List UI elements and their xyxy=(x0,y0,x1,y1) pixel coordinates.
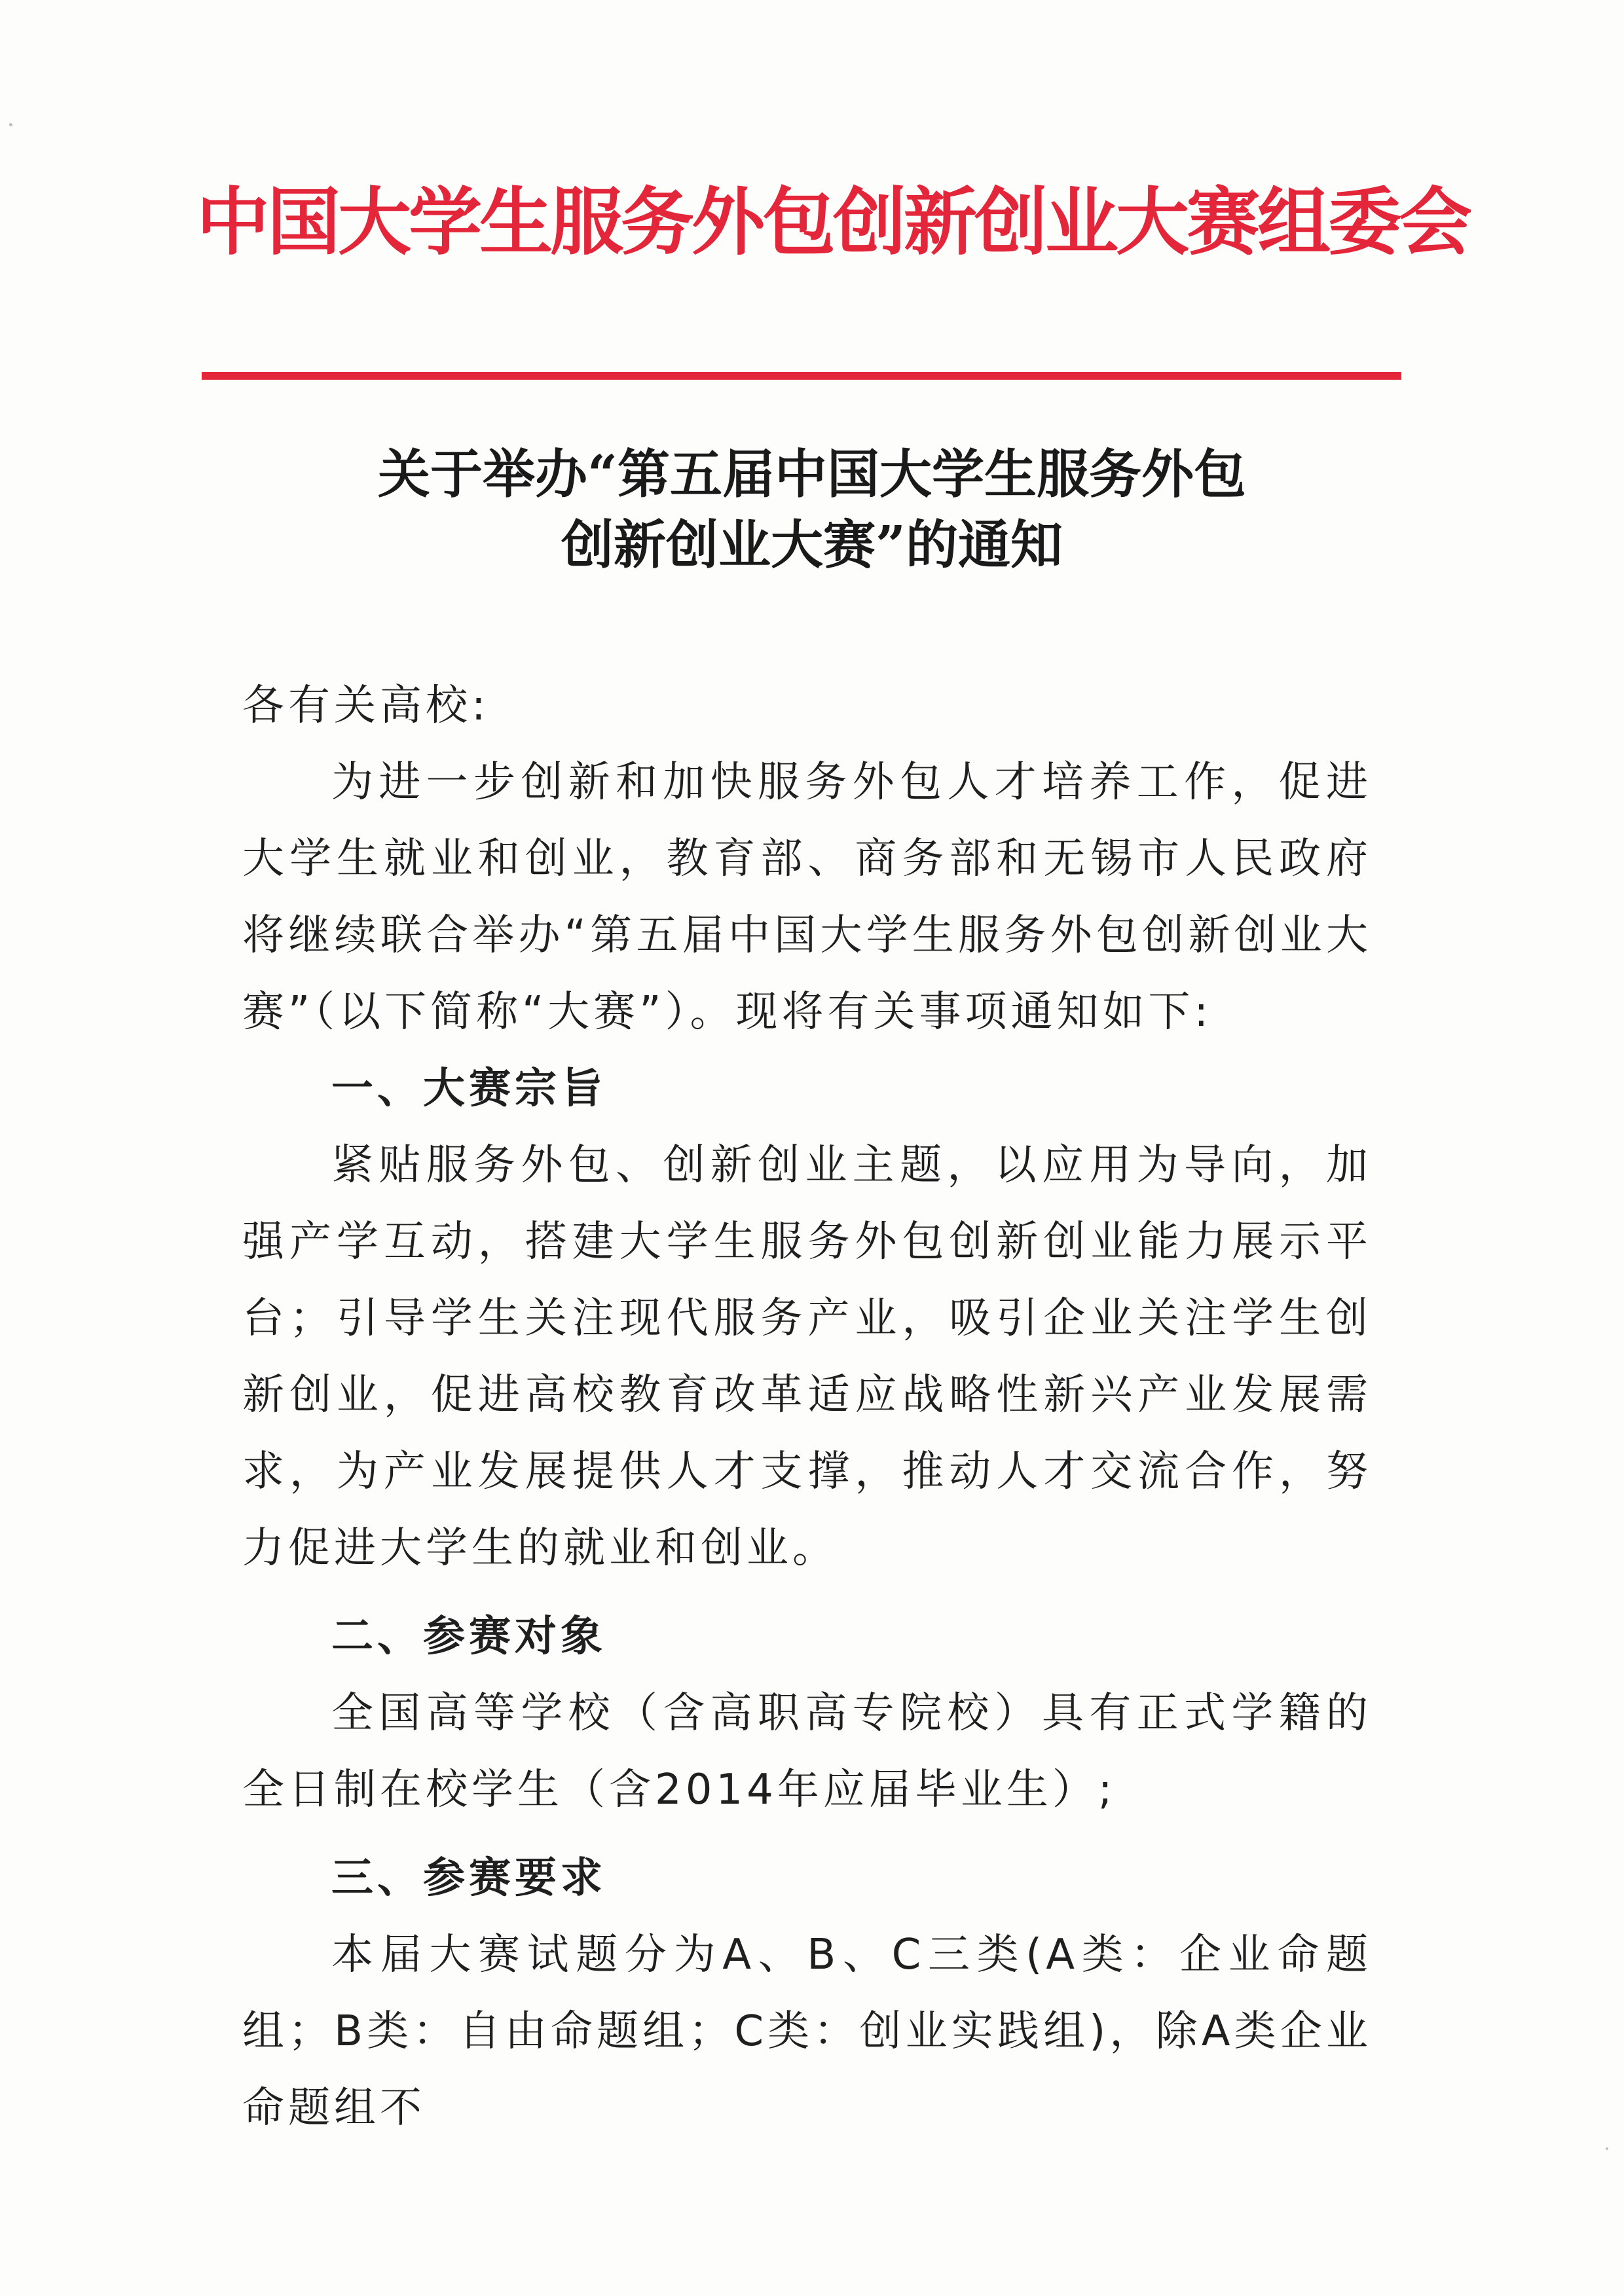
section-1-paragraph: 紧贴服务外包、创新创业主题，以应用为导向，加强产学互动，搭建大学生服务外包创新创业能力展示平台；引导学生关注现代服务产业，吸引企业关注学生创新创业，促进高校教育改革适应战略性新兴产业发展需求，为产业发展提供人才支撑，推动人才交流合作，努力促进大学生的就业和创业。 xyxy=(242,1141,1372,1573)
section-1-heading: 一、大赛宗旨 xyxy=(331,1065,606,1113)
organization-masthead: 中国大学生服务外包创新创业大赛组委会 xyxy=(196,179,1469,265)
title-line-2: 创新创业大赛”的通知 xyxy=(561,514,1063,575)
intro-paragraph: 为进一步创新和加快服务外包人才培养工作，促进大学生就业和创业，教育部、商务部和无锡市人民政府将继续联合举办“第五届中国大学生服务外包创新创业大赛”（以下简称“大赛”）。现将有关事项通知如下: xyxy=(242,758,1372,1036)
salutation: 各有关高校: xyxy=(242,682,490,730)
document-body xyxy=(242,668,1372,2147)
masthead-divider xyxy=(202,372,1401,380)
title-line-1: 关于举办“第五届中国大学生服务外包 xyxy=(377,443,1246,505)
section-2-heading: 二、参赛对象 xyxy=(331,1613,606,1661)
document-title xyxy=(196,439,1428,580)
scan-speck xyxy=(1606,2147,1608,2150)
section-3-heading: 三、参赛要求 xyxy=(331,1854,606,1903)
section-3-paragraph: 本届大赛试题分为A、B、C三类(A类：企业命题组；B类：自由命题组；C类：创业实践组)，除A类企业命题组不 xyxy=(242,1931,1372,2132)
section-2-paragraph: 全国高等学校（含高职高专院校）具有正式学籍的全日制在校学生（含2014年应届毕业生）; xyxy=(242,1689,1372,1814)
scan-speck xyxy=(9,123,12,126)
